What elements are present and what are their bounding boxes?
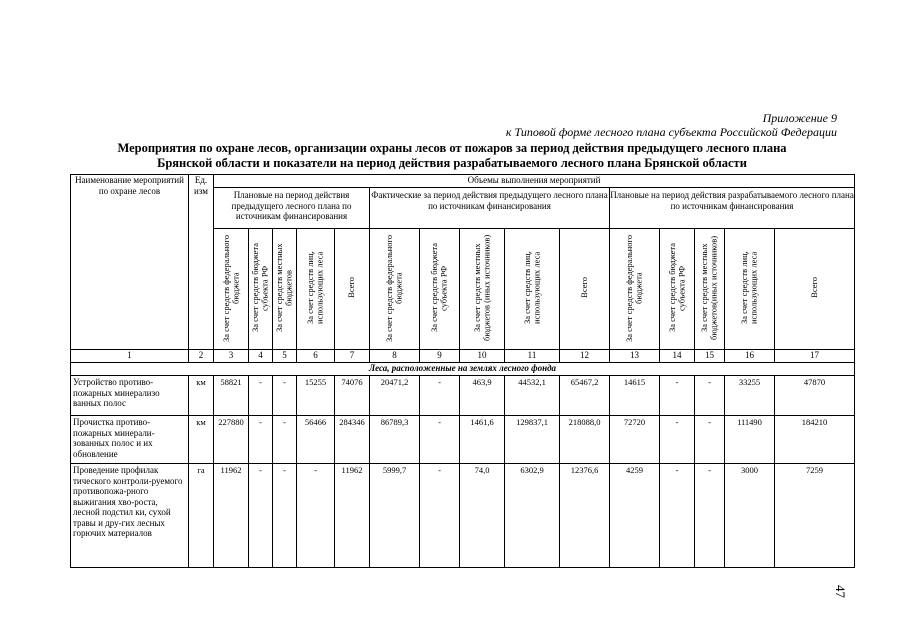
column-number: 8 [370, 350, 420, 363]
table-row [71, 464, 855, 568]
page-number: 47 [833, 585, 848, 598]
row-value: 7259 [775, 464, 855, 568]
column-number: 6 [297, 350, 335, 363]
fire-protection-table [70, 174, 855, 568]
header-subcol: Всего [335, 229, 370, 350]
table-row [71, 376, 855, 416]
row-value: 5999,7 [370, 464, 420, 568]
header-subcol: За счет средств лиц, использующих леса [505, 229, 560, 350]
column-number: 3 [214, 350, 249, 363]
row-value: 20471,2 [370, 376, 420, 416]
row-value: 74076 [335, 376, 370, 416]
row-value: - [695, 376, 725, 416]
title-line-1: Мероприятия по охране лесов, организации охраны лесов от пожаров за период действия предыдущего лесного плана [117, 141, 787, 155]
header-group-planned-new: Плановые на период действия разрабатываемого лесного плана по источникам финансирования [610, 188, 855, 229]
row-value: - [420, 416, 460, 464]
row-value: 4259 [610, 464, 660, 568]
column-number: 10 [460, 350, 505, 363]
row-value: 227880 [214, 416, 249, 464]
section-header: Леса, расположенные на землях лесного фонда [71, 363, 855, 376]
row-value: 58821 [214, 376, 249, 416]
row-value: - [420, 464, 460, 568]
row-value: 14615 [610, 376, 660, 416]
row-unit: км [189, 376, 214, 416]
row-value: - [273, 464, 297, 568]
row-unit: км [189, 416, 214, 464]
column-number: 7 [335, 350, 370, 363]
header-subcol: За счет средств местных бюджетов (иных источников) [460, 229, 505, 350]
row-value: 47870 [775, 376, 855, 416]
column-number: 17 [775, 350, 855, 363]
header-subcol: За счет средств лиц, использующих леса [297, 229, 335, 350]
row-value: 86789,3 [370, 416, 420, 464]
document-title [72, 141, 832, 171]
row-value: 72720 [610, 416, 660, 464]
row-value: 15255 [297, 376, 335, 416]
row-name: Прочистка противо-пожарных минерали-зованных полос и их обновление [71, 416, 189, 464]
header-volumes: Объемы выполнения мероприятий [214, 175, 855, 188]
row-value: - [297, 464, 335, 568]
row-value: 74,0 [460, 464, 505, 568]
appendix-number: Приложение 9 [762, 111, 837, 125]
header-subcol: За счет средств федерального бюджета [610, 229, 660, 350]
row-value: 184210 [775, 416, 855, 464]
row-value: - [660, 416, 695, 464]
column-number: 16 [725, 350, 775, 363]
header-group-planned-previous: Плановые на период действия предыдущего лесного плана по источникам финансирования [214, 188, 370, 229]
header-subcol: За счет средств местных бюджетов [273, 229, 297, 350]
row-name: Устройство противо-пожарных минерализо ванных полос [71, 376, 189, 416]
header-subcol: Всего [560, 229, 610, 350]
column-number: 13 [610, 350, 660, 363]
header-subcol: За счет средств федерального бюджета [214, 229, 249, 350]
row-value: 3000 [725, 464, 775, 568]
header-group-actual-previous: Фактические за период действия предыдущего лесного плана по источникам финансирования [370, 188, 610, 229]
row-value: 11962 [214, 464, 249, 568]
row-value: 284346 [335, 416, 370, 464]
row-value: 1461,6 [460, 416, 505, 464]
title-line-2: Брянской области и показатели на период действия разрабатываемого лесного плана Брянской области [157, 156, 747, 170]
column-number: 12 [560, 350, 610, 363]
header-subcol: За счет средств лиц, использующих леса [725, 229, 775, 350]
row-value: - [249, 416, 273, 464]
row-value: 65467,2 [560, 376, 610, 416]
row-value: - [273, 376, 297, 416]
row-value: 129837,1 [505, 416, 560, 464]
row-value: - [660, 376, 695, 416]
column-number: 5 [273, 350, 297, 363]
header-subcol: За счет средств бюджета субъекта РФ [420, 229, 460, 350]
appendix-reference: к Типовой форме лесного плана субъекта Российской Федерации [505, 125, 837, 139]
row-name: Проведение профилак тического контроли-руемого противопожа-рного выжигания хво-роста, лесной подстил ки, сухой травы и дру-гих лесных горючих материалов [71, 464, 189, 568]
column-number: 9 [420, 350, 460, 363]
row-value: - [695, 416, 725, 464]
row-value: 218088,0 [560, 416, 610, 464]
column-number: 15 [695, 350, 725, 363]
header-subcol: Всего [775, 229, 855, 350]
row-value: - [249, 376, 273, 416]
header-name: Наименование мероприятий по охране лесов [71, 175, 189, 350]
row-value: 12376,6 [560, 464, 610, 568]
row-value: - [660, 464, 695, 568]
column-number: 11 [505, 350, 560, 363]
row-value: 11962 [335, 464, 370, 568]
row-value: 44532,1 [505, 376, 560, 416]
row-value: 463,9 [460, 376, 505, 416]
row-value: - [695, 464, 725, 568]
header-subcol: За счет средств бюджета субъекта РФ [660, 229, 695, 350]
row-unit: га [189, 464, 214, 568]
header-subcol: За счет средств бюджета субъекта РФ [249, 229, 273, 350]
row-value: - [420, 376, 460, 416]
row-value: 56466 [297, 416, 335, 464]
column-number: 1 [71, 350, 189, 363]
row-value: 33255 [725, 376, 775, 416]
row-value: 111490 [725, 416, 775, 464]
row-value: - [249, 464, 273, 568]
column-number: 4 [249, 350, 273, 363]
column-number: 14 [660, 350, 695, 363]
table-row [71, 416, 855, 464]
column-number: 2 [189, 350, 214, 363]
row-value: - [273, 416, 297, 464]
header-subcol: За счет средств местных бюджетов(иных источников) [695, 229, 725, 350]
header-unit: Ед. изм [189, 175, 214, 350]
appendix-caption [506, 111, 837, 139]
header-subcol: За счет средств федерального бюджета [370, 229, 420, 350]
row-value: 6302,9 [505, 464, 560, 568]
